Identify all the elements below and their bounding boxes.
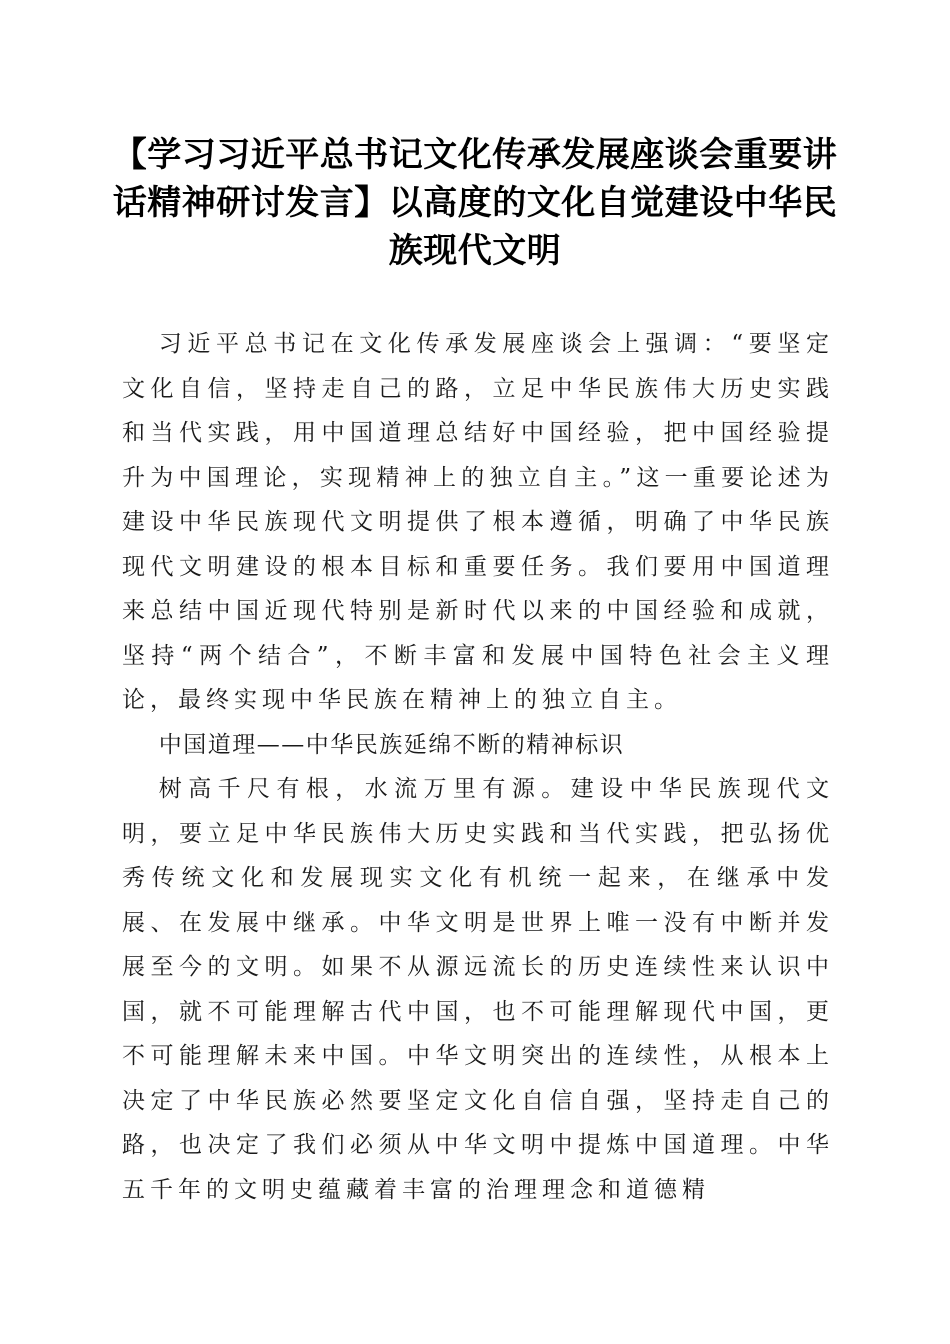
document-body [122, 322, 834, 1212]
paragraph-section-1: 树高千尺有根，水流万里有源。建设中华民族现代文明，要立足中华民族伟大历史实践和当代实践，把弘扬优秀传统文化和发展现实文化有机统一起来，在继承中发展、在发展中继承。中华文明是世界上唯一没有中断并发展至今的文明。如果不从源远流长的历史连续性来认识中国，就不可能理解古代中国，也不可能理解现代中国，更不可能理解未来中国。中华文明突出的连续性，从根本上决定了中华民族必然要坚定文化自信自强，坚持走自己的路，也决定了我们必须从中华文明中提炼中国道理。中华五千年的文明史蕴藏着丰富的治理理念和道德精 [122, 776, 834, 1203]
document-title: 【学习习近平总书记文化传承发展座谈会重要讲话精神研讨发言】以高度的文化自觉建设中华民族现代文明 [112, 135, 838, 271]
section-heading: 中国道理——中华民族延绵不断的精神标识 [158, 731, 625, 758]
paragraph-intro: 习近平总书记在文化传承发展座谈会上强调：“要坚定文化自信，坚持走自己的路，立足中华民族伟大历史实践和当代实践，用中国道理总结好中国经验，把中国经验提升为中国理论，实现精神上的独立自主。”这一重要论述为建设中华民族现代文明提供了根本遵循，明确了中华民族现代文明建设的根本目标和重要任务。我们要用中国道理来总结中国近现代特别是新时代以来的中国经验和成就，坚持“两个结合”，不断丰富和发展中国特色社会主义理论，最终实现中华民族在精神上的独立自主。 [122, 331, 834, 713]
